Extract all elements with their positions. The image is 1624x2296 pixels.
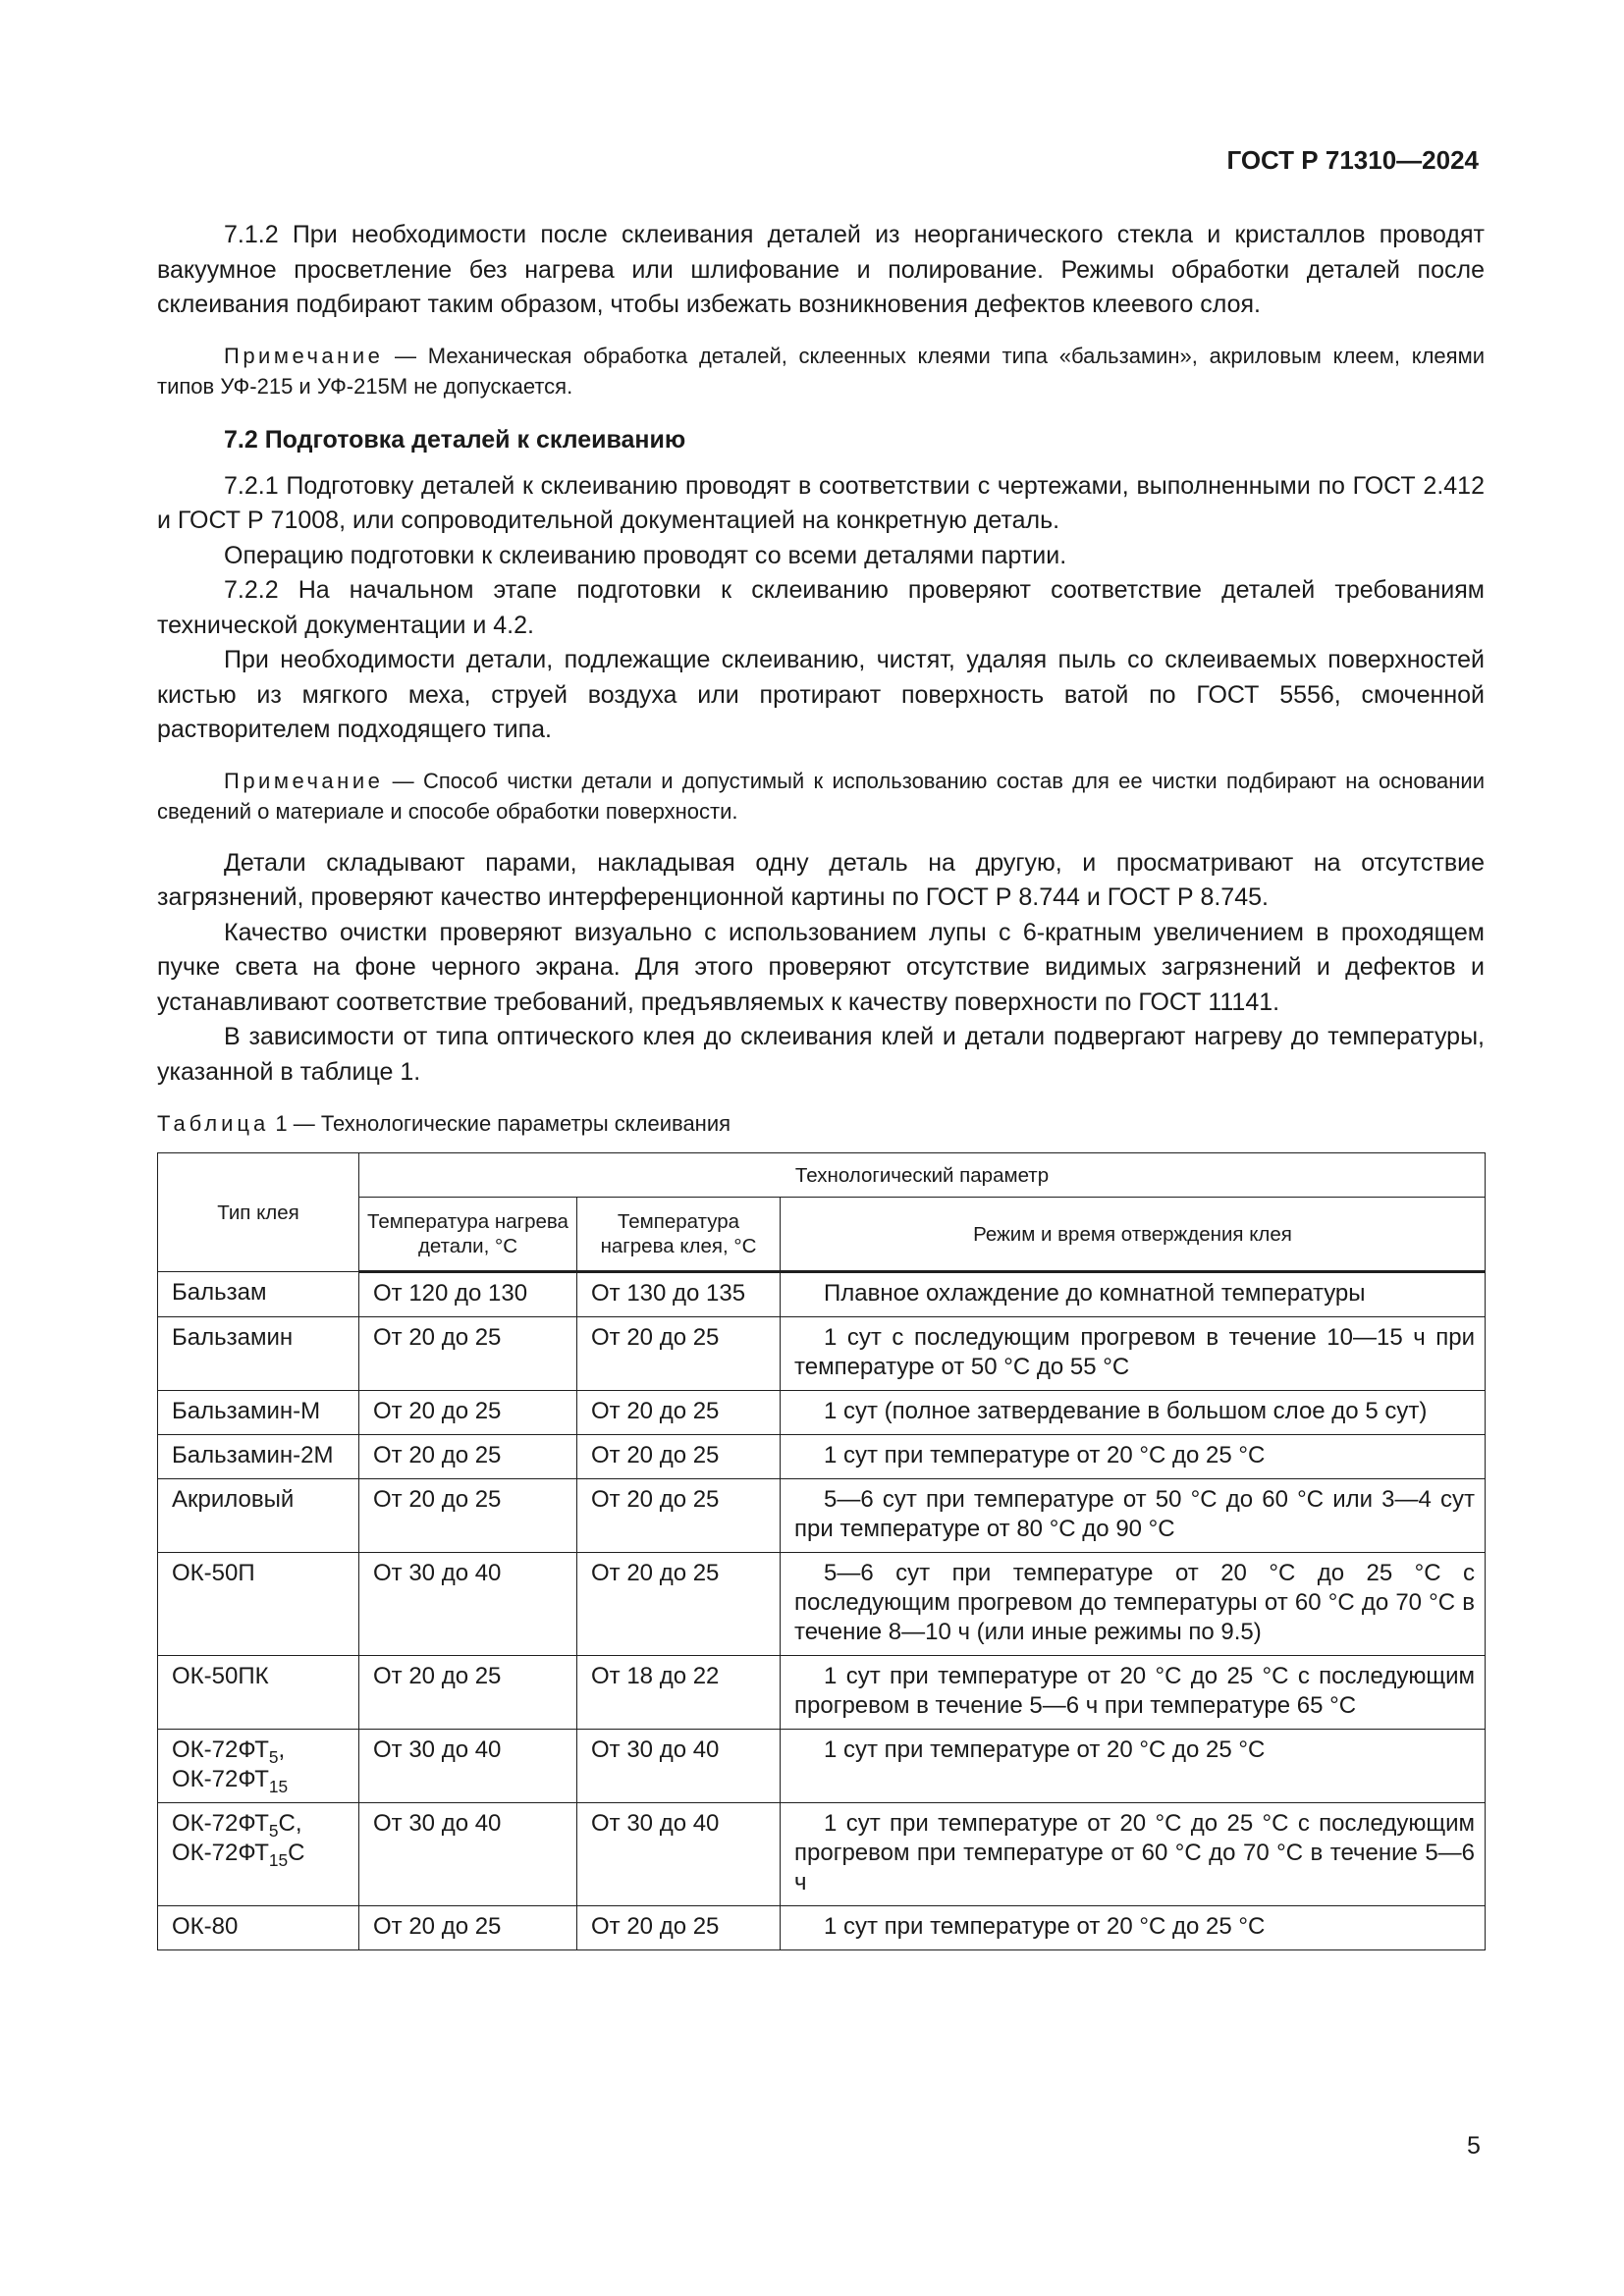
glue-type-base: ОК-72ФТ bbox=[172, 1810, 269, 1837]
table-row bbox=[158, 1656, 1486, 1730]
table-caption-label: Таблица bbox=[157, 1111, 270, 1136]
page-number: 5 bbox=[1467, 2132, 1481, 2160]
cell-glue-temperature: От 20 до 25 bbox=[577, 1435, 781, 1479]
table-row bbox=[158, 1391, 1486, 1435]
cell-part-temperature: От 20 до 25 bbox=[359, 1479, 577, 1553]
glue-type-line bbox=[172, 1840, 305, 1870]
cell-glue-temperature: От 20 до 25 bbox=[577, 1553, 781, 1656]
glue-type-subscript: 15 bbox=[268, 1849, 289, 1870]
bonding-parameters-table bbox=[157, 1152, 1486, 1950]
glue-type-base: ОК-72ФТ bbox=[172, 1840, 269, 1866]
cell-glue-type: Бальзам bbox=[158, 1272, 359, 1317]
paragraph-quality: Качество очистки проверяют визуально с использованием лупы с 6-кратным увеличением в проходящем пучке света на фоне черного экрана. Для этого проверяют отсутствие видимых загрязнений и дефектов и устанавливают соответствие требований, предъявляемых к качеству поверхности по ГОСТ 11141. bbox=[157, 918, 1485, 1016]
cell-part-temperature: От 20 до 25 bbox=[359, 1435, 577, 1479]
glue-type-suffix: С bbox=[288, 1840, 305, 1866]
table-row bbox=[158, 1272, 1486, 1317]
cell-glue-temperature: От 20 до 25 bbox=[577, 1391, 781, 1435]
cell-curing-mode: Плавное охлаждение до комнатной температуры bbox=[781, 1272, 1486, 1317]
glue-type-base: ОК-72ФТ bbox=[172, 1736, 269, 1763]
cell-part-temperature: От 20 до 25 bbox=[359, 1656, 577, 1730]
glue-type-suffix: , bbox=[278, 1736, 286, 1763]
header-part-temperature: Температура нагрева детали, °С bbox=[359, 1198, 577, 1272]
cell-glue-type: ОК-80 bbox=[158, 1906, 359, 1950]
cell-glue-type: ОК-50П bbox=[158, 1553, 359, 1656]
glue-type-line bbox=[172, 1736, 286, 1767]
cell-glue-type: ОК-50ПК bbox=[158, 1656, 359, 1730]
cell-curing-mode: 1 сут при температуре от 20 °С до 25 °С с последующим прогревом в течение 5—6 ч при температуре 65 °С bbox=[781, 1656, 1486, 1730]
table-row bbox=[158, 1479, 1486, 1553]
section-heading-7-2: 7.2 Подготовка деталей к склеиванию bbox=[224, 425, 686, 454]
cell-curing-mode: 1 сут при температуре от 20 °С до 25 °С с последующим прогревом при температуре от 60 °С до 70 °С в течение 5—6 ч bbox=[781, 1803, 1486, 1906]
cell-curing-mode: 1 сут при температуре от 20 °С до 25 °С bbox=[781, 1730, 1486, 1803]
cell-glue-temperature: От 20 до 25 bbox=[577, 1906, 781, 1950]
glue-type-line bbox=[172, 1766, 289, 1796]
paragraph-pairs: Детали складывают парами, накладывая одну деталь на другую, и просматривают на отсутствие загрязнений, проверяют качество интерференционной картины по ГОСТ Р 8.744 и ГОСТ Р 8.745. bbox=[157, 848, 1485, 911]
header-curing-mode: Режим и время отверждения клея bbox=[781, 1198, 1486, 1272]
paragraph-7-2-2: 7.2.2 На начальном этапе подготовки к склеиванию проверяют соответствие деталей требованиям технической документации и 4.2. bbox=[157, 576, 1485, 639]
table-caption-title: 1 — Технологические параметры склеивания bbox=[269, 1111, 731, 1136]
cell-glue-type: Бальзамин-2М bbox=[158, 1435, 359, 1479]
cell-part-temperature: От 30 до 40 bbox=[359, 1553, 577, 1656]
table-row bbox=[158, 1906, 1486, 1950]
glue-type-subscript: 5 bbox=[268, 1820, 279, 1841]
glue-type-subscript: 5 bbox=[268, 1746, 279, 1767]
cell-part-temperature: От 20 до 25 bbox=[359, 1317, 577, 1391]
header-glue-type: Тип клея bbox=[158, 1153, 359, 1272]
cell-glue-type bbox=[158, 1730, 359, 1803]
paragraph-cleaning: При необходимости детали, подлежащие склеиванию, чистят, удаляя пыль со склеиваемых поверхностей кистью из мягкого меха, струей воздуха или протирают поверхность ватой по ГОСТ 5556, смоченной растворителем подходящего типа. bbox=[157, 646, 1485, 743]
note-label: Примечание bbox=[224, 768, 384, 793]
glue-type-subscript: 15 bbox=[268, 1776, 289, 1796]
glue-type-suffix: С, bbox=[278, 1810, 302, 1837]
cell-glue-type bbox=[158, 1803, 359, 1906]
table-row bbox=[158, 1730, 1486, 1803]
cell-part-temperature: От 20 до 25 bbox=[359, 1391, 577, 1435]
table-caption bbox=[157, 1109, 1485, 1139]
cell-part-temperature: От 30 до 40 bbox=[359, 1803, 577, 1906]
cell-part-temperature: От 20 до 25 bbox=[359, 1906, 577, 1950]
note-text: — Механическая обработка деталей, склеенных клеями типа «бальзамин», акриловым клеем, клеями типов УФ-215 и УФ-215М не допускается. bbox=[157, 343, 1485, 399]
cell-glue-type: Акриловый bbox=[158, 1479, 359, 1553]
cell-glue-type: Бальзамин-М bbox=[158, 1391, 359, 1435]
header-technological-parameter: Технологический параметр bbox=[359, 1153, 1486, 1198]
cell-part-temperature: От 30 до 40 bbox=[359, 1730, 577, 1803]
table-row bbox=[158, 1803, 1486, 1906]
table-row bbox=[158, 1553, 1486, 1656]
table-row bbox=[158, 1435, 1486, 1479]
note-cleaning-method bbox=[157, 766, 1485, 827]
cell-curing-mode: 1 сут при температуре от 20 °С до 25 °С bbox=[781, 1906, 1486, 1950]
paragraph-all-parts: Операцию подготовки к склеиванию проводят со всеми деталями партии. bbox=[224, 541, 1067, 569]
cell-glue-temperature: От 20 до 25 bbox=[577, 1317, 781, 1391]
note-mechanical-processing bbox=[157, 341, 1485, 401]
cell-curing-mode: 5—6 сут при температуре от 50 °С до 60 °С или 3—4 сут при температуре от 80 °С до 90 °С bbox=[781, 1479, 1486, 1553]
cell-part-temperature: От 120 до 130 bbox=[359, 1272, 577, 1317]
cell-glue-temperature: От 30 до 40 bbox=[577, 1803, 781, 1906]
paragraph-7-1-2: 7.1.2 При необходимости после склеивания деталей из неорганического стекла и кристаллов проводят вакуумное просветление без нагрева или шлифование и полирование. Режимы обработки деталей после склеивания подбирают таким образом, чтобы избежать возникновения дефектов клеевого слоя. bbox=[157, 221, 1485, 318]
cell-curing-mode: 1 сут при температуре от 20 °С до 25 °С bbox=[781, 1435, 1486, 1479]
table-row bbox=[158, 1317, 1486, 1391]
header-glue-temperature: Температура нагрева клея, °С bbox=[577, 1198, 781, 1272]
cell-curing-mode: 1 сут с последующим прогревом в течение 10—15 ч при температуре от 50 °С до 55 °С bbox=[781, 1317, 1486, 1391]
document-code-header: ГОСТ Р 71310—2024 bbox=[1226, 145, 1479, 175]
cell-glue-temperature: От 30 до 40 bbox=[577, 1730, 781, 1803]
note-label: Примечание bbox=[224, 343, 384, 368]
cell-glue-temperature: От 130 до 135 bbox=[577, 1272, 781, 1317]
cell-glue-type: Бальзамин bbox=[158, 1317, 359, 1391]
note-text: — Способ чистки детали и допустимый к использованию состав для ее чистки подбирают на основании сведений о материале и способе обработки поверхности. bbox=[157, 768, 1485, 824]
page-content bbox=[157, 218, 1485, 1950]
cell-curing-mode: 1 сут (полное затвердевание в большом слое до 5 сут) bbox=[781, 1391, 1486, 1435]
cell-glue-temperature: От 20 до 25 bbox=[577, 1479, 781, 1553]
cell-glue-temperature: От 18 до 22 bbox=[577, 1656, 781, 1730]
paragraph-heating: В зависимости от типа оптического клея до склеивания клей и детали подвергают нагреву до температуры, указанной в таблице 1. bbox=[157, 1023, 1485, 1086]
paragraph-7-2-1: 7.2.1 Подготовку деталей к склеиванию проводят в соответствии с чертежами, выполненными по ГОСТ 2.412 и ГОСТ Р 71008, или сопроводительной документацией на конкретную деталь. bbox=[157, 471, 1485, 534]
glue-type-line bbox=[172, 1810, 302, 1841]
glue-type-base: ОК-72ФТ bbox=[172, 1766, 269, 1792]
cell-curing-mode: 5—6 сут при температуре от 20 °С до 25 °С с последующим прогревом до температуры от 60 °С до 70 °С в течение 8—10 ч (или иные режимы по 9.5) bbox=[781, 1553, 1486, 1656]
